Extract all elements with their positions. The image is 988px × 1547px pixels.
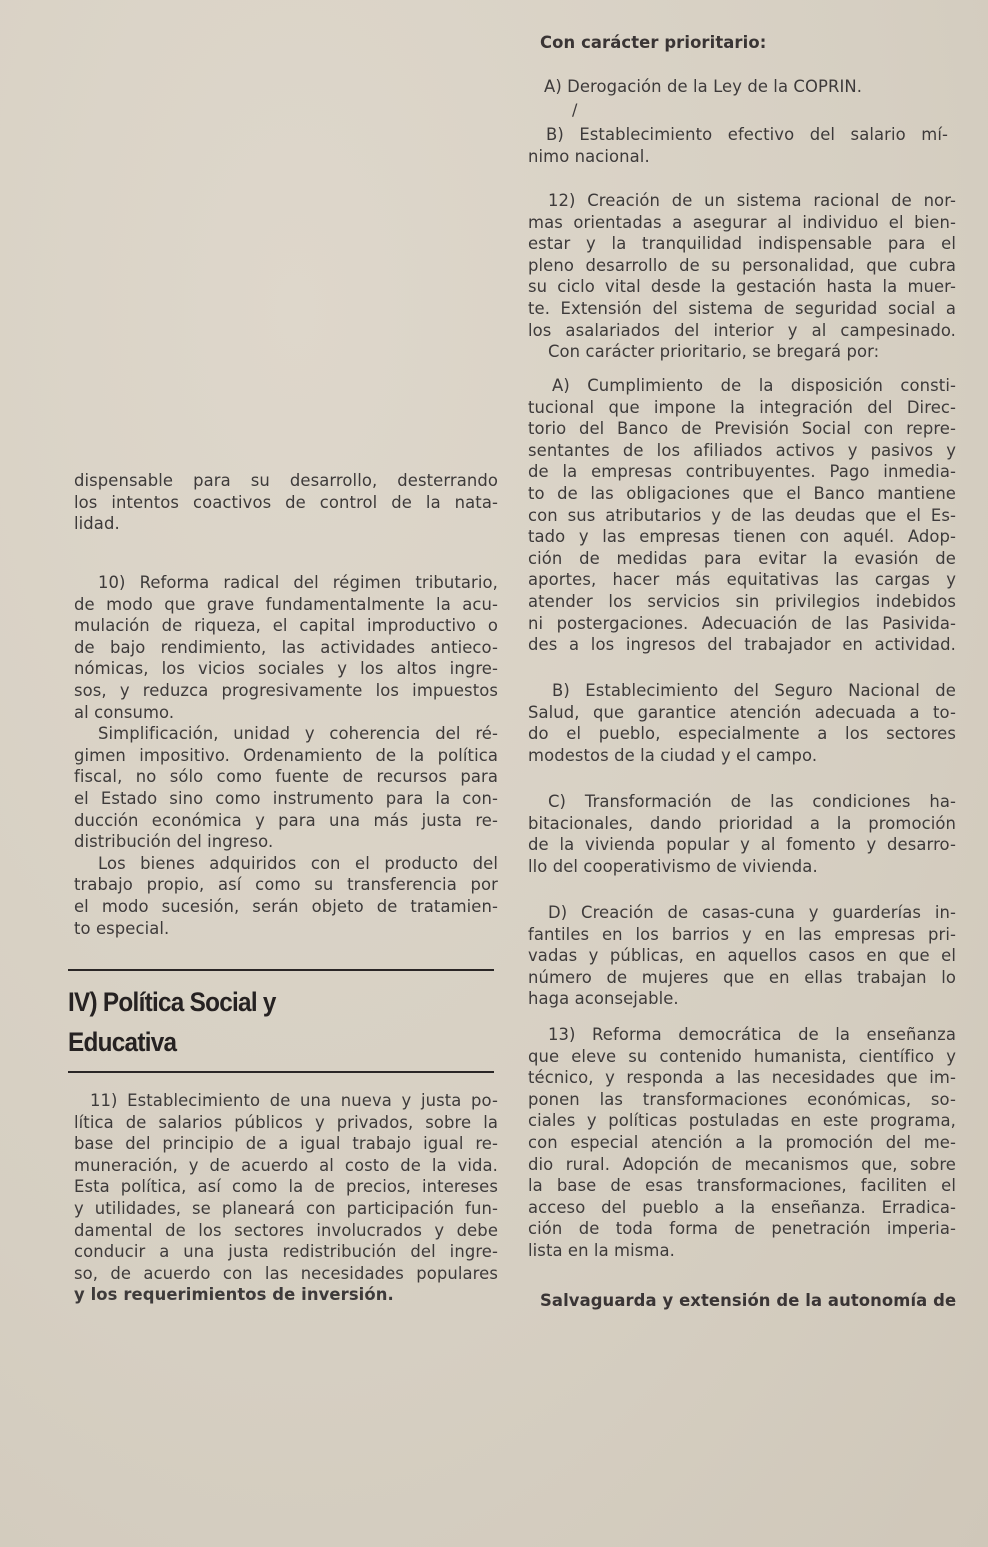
- text-line: tado y las empresas tienen con aquél. Adop-: [528, 527, 956, 547]
- text-line: con sus atributarios y de las deudas que el Es-: [528, 505, 956, 525]
- para-12-b: [528, 680, 956, 766]
- text-line: modestos de la ciudad y el campo.: [528, 745, 818, 765]
- para-12-d: [528, 902, 956, 1010]
- text-line: aportes, hacer más equitativas las cargas y: [528, 570, 956, 590]
- text-line: y los requerimientos de inversión.: [74, 1285, 394, 1305]
- text-line: de modo que grave fundamentalmente la acu-: [74, 594, 498, 614]
- text-line: ción de toda forma de penetración imperia-: [528, 1219, 956, 1239]
- text-line: técnico, y responda a las necesidades que im-: [528, 1068, 956, 1088]
- text-line: mulación de riqueza, el capital improductivo o: [74, 616, 498, 636]
- text-line: muneración, y de acuerdo al costo de la vida.: [74, 1155, 498, 1175]
- text-line: do el pueblo, especialmente a los sectores: [528, 724, 956, 744]
- text-line: ponen las transformaciones económicas, so-: [528, 1089, 956, 1109]
- text-line: nimo nacional.: [528, 146, 650, 166]
- item-a: [544, 76, 972, 98]
- text-line: y utilidades, se planeará con participación fun-: [74, 1198, 498, 1218]
- text-line: 11) Establecimiento de una nueva y justa po-: [90, 1091, 498, 1110]
- para-12: [528, 190, 956, 363]
- text-line: A) Derogación de la Ley de la COPRIN.: [544, 77, 863, 96]
- text-line: lidad.: [74, 514, 120, 534]
- para-9-end: [74, 470, 498, 535]
- text-line: que eleve su contenido humanista, científico y: [528, 1046, 956, 1066]
- text-line: 13) Reforma democrática de la enseñanza: [548, 1025, 956, 1044]
- section-heading: [68, 982, 276, 1062]
- text-line: B) Establecimiento efectivo del salario mí-: [546, 125, 948, 144]
- text-line: de bajo rendimiento, las actividades antieco-: [74, 637, 498, 657]
- text-line: fantiles en los barrios y en las empresas pri-: [528, 924, 956, 944]
- pen-mark: /: [572, 100, 578, 119]
- text-line: to de las obligaciones que el Banco mantiene: [528, 483, 956, 503]
- text-line: to especial.: [74, 918, 170, 938]
- text-line: los asalariados del interior y al campesinado.: [528, 320, 956, 340]
- text-line: ción de medidas para evitar la evasión de: [528, 548, 956, 568]
- text-line: lítica de salarios públicos y privados, sobre la: [74, 1112, 498, 1132]
- text-line: trabajo propio, así como su transferencia por: [74, 875, 498, 895]
- para-13: [528, 1024, 956, 1262]
- section-heading-line: IV) Política Social y: [68, 987, 276, 1017]
- text-line: C) Transformación de las condiciones ha-: [548, 792, 956, 811]
- text-line: Salud, que garantice atención adecuada a to-: [528, 702, 956, 722]
- text-line: nómicas, los vicios sociales y los altos ingre-: [74, 659, 498, 679]
- text-line: vadas y públicas, en aquellos casos en que el: [528, 946, 956, 966]
- section-rule-top: [68, 969, 494, 971]
- text-line: dio rural. Adopción de mecanismos que, sobre: [528, 1154, 956, 1174]
- priority-header: [540, 32, 968, 54]
- text-line: A) Cumplimiento de la disposición consti-: [552, 376, 956, 395]
- text-line: Los bienes adquiridos con el producto del: [98, 853, 498, 873]
- text-line: el Estado sino como instrumento para la con-: [74, 788, 498, 808]
- text-line: los intentos coactivos de control de la nata-: [74, 492, 498, 512]
- text-line: al consumo.: [74, 702, 175, 722]
- text-line: 12) Creación de un sistema racional de nor-: [548, 191, 956, 210]
- text-line: so, de acuerdo con las necesidades populares: [74, 1263, 498, 1283]
- text-line: Con carácter prioritario:: [540, 33, 767, 52]
- text-line: la base de esas transformaciones, faciliten el: [528, 1176, 956, 1196]
- text-line: Salvaguarda y extensión de la autonomía de: [540, 1291, 957, 1310]
- text-line: des a los ingresos del trabajador en actividad.: [528, 635, 956, 655]
- para-11: [74, 1090, 498, 1306]
- text-line: conducir a una justa redistribución del ingre-: [74, 1242, 498, 1262]
- text-line: acceso del pueblo a la enseñanza. Erradica-: [528, 1197, 956, 1217]
- text-line: llo del cooperativismo de vivienda.: [528, 856, 818, 876]
- closing-line: [540, 1290, 957, 1312]
- item-b: [528, 124, 948, 167]
- para-12-a: [528, 375, 956, 656]
- text-line: Esta política, así como la de precios, intereses: [74, 1177, 498, 1197]
- text-line: su ciclo vital desde la gestación hasta la muer-: [528, 277, 956, 297]
- text-line: bitacionales, dando prioridad a la promoción: [528, 813, 956, 833]
- text-line: ni postergaciones. Adecuación de las Pasivida-: [528, 613, 956, 633]
- text-line: te. Extensión del sistema de seguridad social a: [528, 298, 956, 318]
- text-line: mas orientadas a asegurar al individuo el bien-: [528, 212, 956, 232]
- text-line: lista en la misma.: [528, 1240, 675, 1260]
- text-line: de la vivienda popular y al fomento y desarro-: [528, 835, 956, 855]
- text-line: pleno desarrollo de su personalidad, que cubra: [528, 255, 956, 275]
- text-line: 10) Reforma radical del régimen tributario,: [98, 573, 498, 592]
- text-line: de la empresas contribuyentes. Pago inmedia-: [528, 462, 956, 482]
- text-line: fiscal, no sólo como fuente de recursos para: [74, 767, 498, 787]
- text-line: haga aconsejable.: [528, 989, 679, 1009]
- text-line: con especial atención a la promoción del me-: [528, 1132, 956, 1152]
- section-heading-line: Educativa: [68, 1027, 177, 1057]
- text-line: Simplificación, unidad y coherencia del ré-: [98, 724, 498, 744]
- text-line: ducción económica y para una más justa re-: [74, 810, 498, 830]
- text-line: damental de los sectores involucrados y debe: [74, 1220, 498, 1240]
- text-line: sos, y reduzca progresivamente los impuestos: [74, 680, 498, 700]
- para-10: [74, 572, 498, 939]
- text-line: el modo sucesión, serán objeto de tratamien-: [74, 896, 498, 916]
- text-line: atender los servicios sin privilegios indebidos: [528, 591, 956, 611]
- text-line: Con carácter prioritario, se bregará por:: [548, 342, 880, 362]
- text-line: distribución del ingreso.: [74, 832, 274, 852]
- section-rule-bottom: [68, 1071, 494, 1073]
- text-line: gimen impositivo. Ordenamiento de la política: [74, 745, 498, 765]
- text-line: B) Establecimiento del Seguro Nacional de: [552, 681, 956, 700]
- text-line: ciales y políticas postuladas en este programa,: [528, 1111, 956, 1131]
- para-12-c: [528, 791, 956, 877]
- text-line: número de mujeres que en ellas trabajan lo: [528, 967, 956, 987]
- text-line: tucional que impone la integración del Direc-: [528, 397, 956, 417]
- text-line: dispensable para su desarrollo, desterrando: [74, 471, 498, 490]
- text-line: torio del Banco de Previsión Social con repre-: [528, 419, 956, 439]
- text-line: estar y la tranquilidad indispensable para el: [528, 234, 956, 254]
- text-line: base del principio de a igual trabajo igual re-: [74, 1134, 498, 1154]
- text-line: sentantes de los afiliados activos y pasivos y: [528, 440, 956, 460]
- text-line: D) Creación de casas-cuna y guarderías in-: [548, 903, 956, 922]
